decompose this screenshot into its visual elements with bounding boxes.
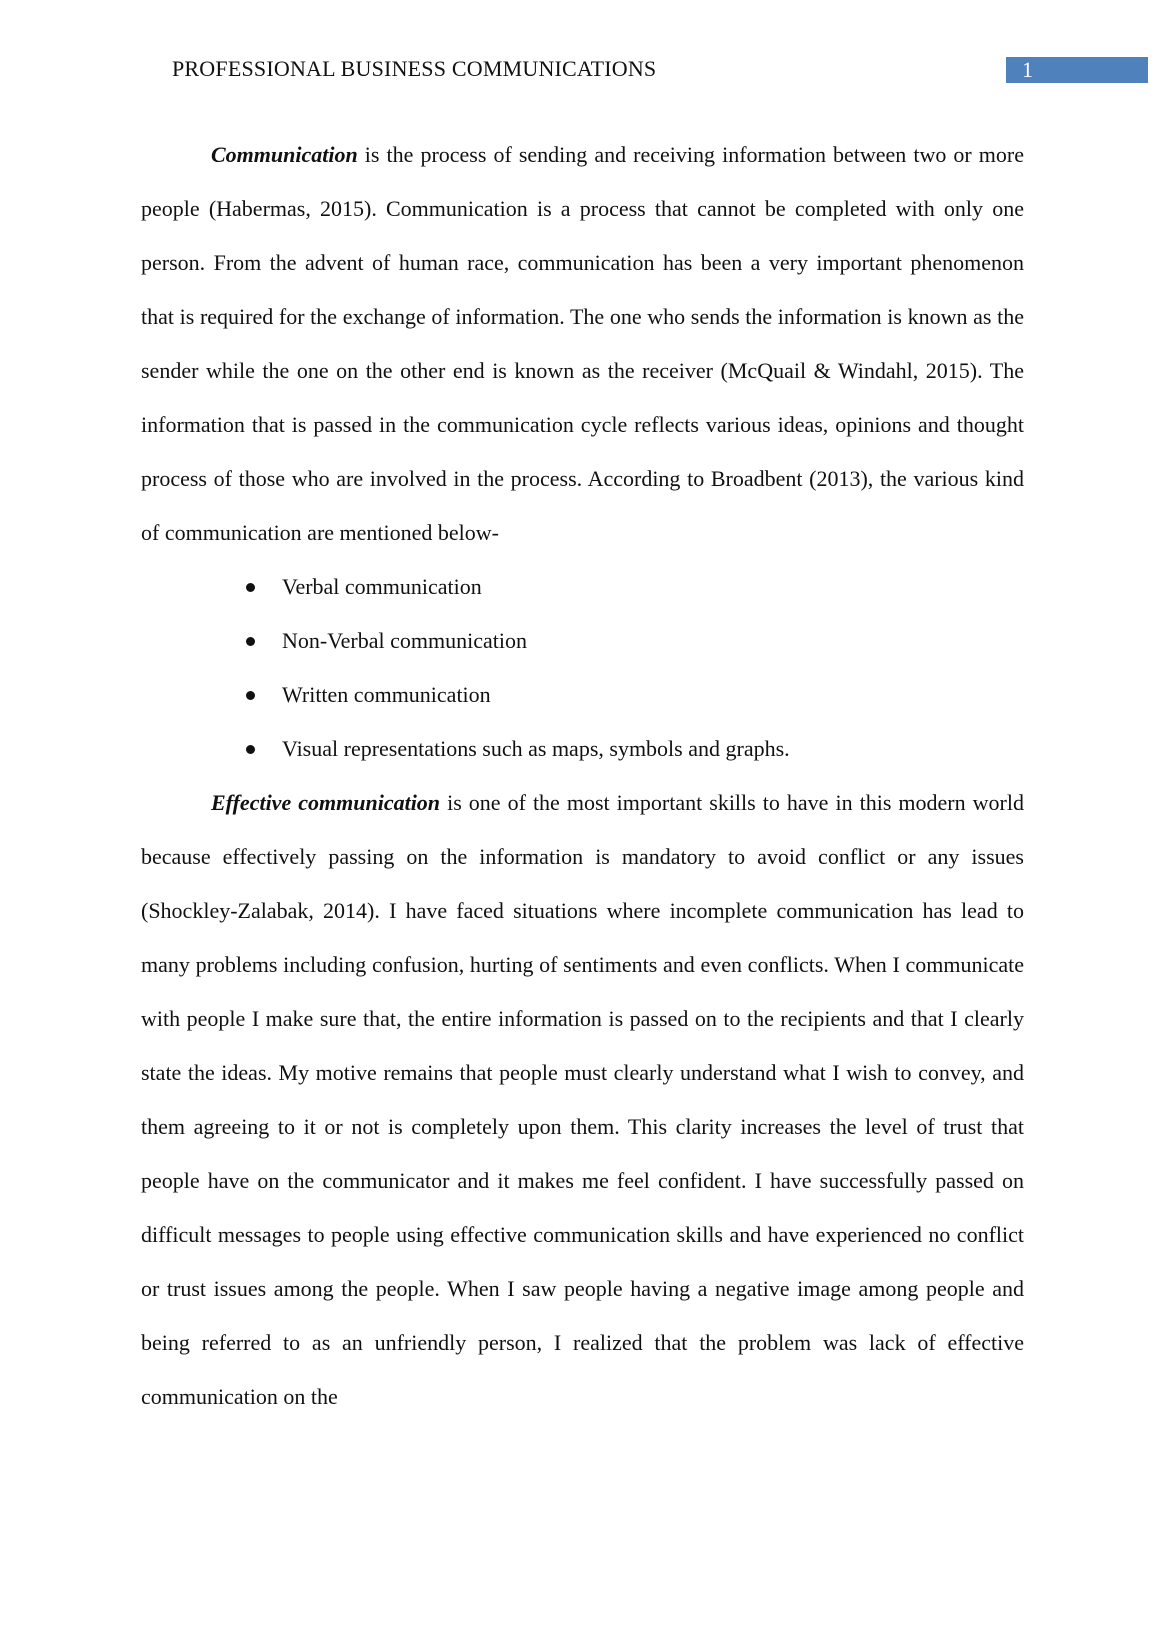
bullet-icon xyxy=(246,637,255,646)
term-communication: Communication xyxy=(211,142,358,167)
bullet-icon xyxy=(246,583,255,592)
list-item-text: Written communication xyxy=(282,682,491,707)
paragraph-effective-communication-text: is one of the most important skills to have in this modern world because effectively passing on the information is mandatory to avoid conflict or any issues (Shockley-Zalabak, 2014). I have faced situations where incomplete communication has lead to many problems including confusion, hurting of sentiments and even conflicts. When I communicate with people I make sure that, the entire information is passed on to the recipients and that I clearly state the ideas. My motive remains that people must clearly understand what I wish to convey, and them agreeing to it or not is completely upon them. This clarity increases the level of trust that people have on the communicator and it makes me feel confident. I have successfully passed on difficult messages to people using effective communication skills and have experienced no conflict or trust issues among the people. When I saw people having a negative image among people and being referred to as an unfriendly person, I realized that the problem was lack of effective communication on the xyxy=(141,790,1024,1409)
header-title: PROFESSIONAL BUSINESS COMMUNICATIONS xyxy=(172,56,657,81)
term-effective-communication: Effective communication xyxy=(211,790,441,815)
list-item-text: Verbal communication xyxy=(282,574,482,599)
list-item xyxy=(141,722,1024,776)
page-number: 1 xyxy=(1022,57,1033,82)
list-item xyxy=(141,668,1024,722)
bullet-icon xyxy=(246,691,255,700)
document-body xyxy=(141,128,1024,1424)
paragraph-effective-communication xyxy=(141,776,1024,1424)
paragraph-communication xyxy=(141,128,1024,560)
paragraph-communication-text: is the process of sending and receiving information between two or more people (Habermas, 2015). Communication is a process that cannot be completed with only one person. From the advent of human race, communication has been a very important phenomenon that is required for the exchange of information. The one who sends the information is known as the sender while the one on the other end is known as the receiver (McQuail & Windahl, 2015). The information that is passed in the communication cycle reflects various ideas, opinions and thought process of those who are involved in the process. According to Broadbent (2013), the various kind of communication are mentioned below- xyxy=(141,142,1024,545)
list-item-text: Non-Verbal communication xyxy=(282,628,527,653)
list-item xyxy=(141,614,1024,668)
communication-types-list xyxy=(141,560,1024,776)
list-item xyxy=(141,560,1024,614)
list-item-text: Visual representations such as maps, symbols and graphs. xyxy=(282,736,790,761)
bullet-icon xyxy=(246,745,255,754)
page-number-box xyxy=(1006,57,1148,83)
